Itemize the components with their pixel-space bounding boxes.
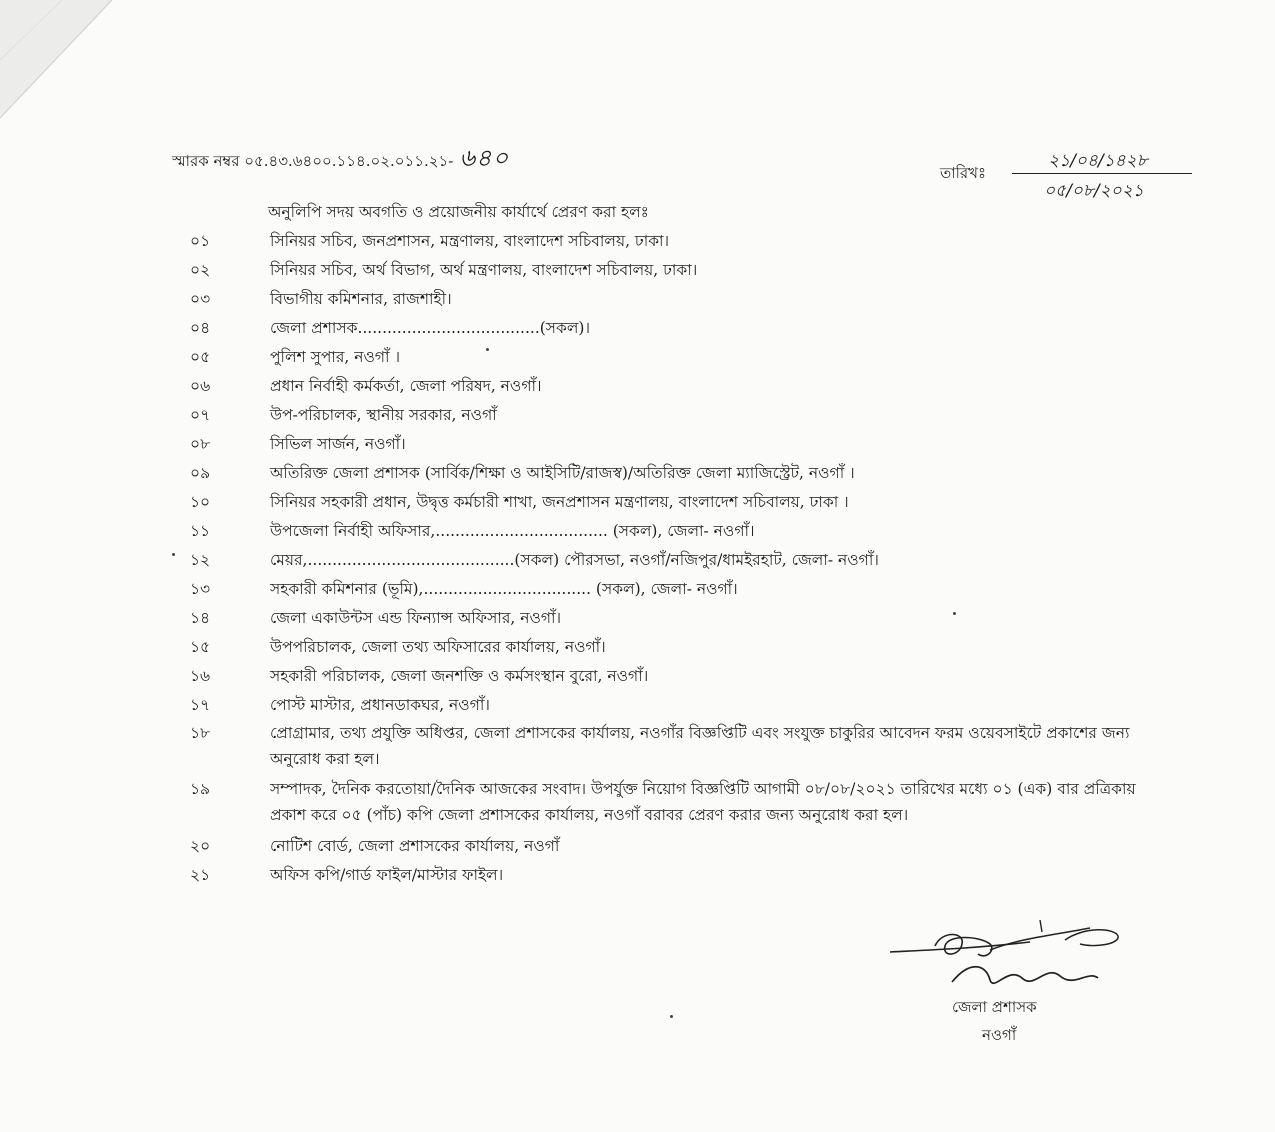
bangla-date: ২১/০৪/১৪২৮ — [1048, 151, 1148, 171]
item-text: সিনিয়র সচিব, জনপ্রশাসন, মন্ত্রণালয়, বাংলাদেশ সচিবালয়, ঢাকা। — [270, 232, 670, 250]
list-item — [180, 227, 1160, 256]
item-number: ১৬ — [190, 667, 211, 685]
item-number: ১৭ — [190, 696, 211, 714]
scan-speck — [953, 612, 956, 615]
item-number: ০২ — [190, 261, 211, 279]
item-number: ২১ — [190, 866, 211, 884]
date-block — [940, 148, 1200, 200]
item-number: ০৩ — [190, 290, 211, 308]
item-text: পুলিশ সুপার, নওগাঁ । — [270, 348, 401, 366]
item-number: ১২ — [190, 551, 211, 569]
signatory-title: জেলা প্রশাসক — [952, 998, 1037, 1016]
item-text: সহকারী পরিচালক, জেলা জনশক্তি ও কর্মসংস্থান বুরো, নওগাঁ। — [270, 667, 649, 685]
item-text: প্রধান নির্বাহী কর্মকর্তা, জেলা পরিষদ, নওগাঁ। — [270, 377, 542, 395]
list-item — [180, 720, 1160, 776]
copy-intro: অনুলিপি সদয় অবগতি ও প্রয়োজনীয় কার্যার্থে প্রেরণ করা হলঃ — [268, 203, 649, 221]
memo-number — [172, 140, 509, 180]
item-number: ০৬ — [190, 377, 211, 395]
memo-label: স্মারক নম্বর ০৫.৪৩.৬৪০০.১১৪.০২.০১১.২১- — [172, 152, 454, 170]
list-item — [180, 256, 1160, 285]
item-number: ২০ — [190, 837, 211, 855]
list-item — [180, 861, 1160, 890]
list-item — [180, 343, 1160, 372]
list-item — [180, 575, 1160, 604]
list-item — [180, 430, 1160, 459]
item-number: ১৩ — [190, 580, 211, 598]
scan-speck — [486, 348, 489, 351]
list-item — [180, 691, 1160, 720]
list-item — [180, 776, 1160, 832]
item-text: উপজেলা নির্বাহী অফিসার,................................... (সকল), জেলা- নওগাঁ। — [270, 522, 755, 540]
item-text: উপ-পরিচালক, স্থানীয় সরকার, নওগাঁ — [270, 406, 497, 424]
handwritten-signature — [890, 920, 1130, 996]
list-item — [180, 459, 1160, 488]
english-date: ০৫/০৮/২০২১ — [1044, 181, 1144, 201]
list-item — [180, 633, 1160, 662]
list-item — [180, 662, 1160, 691]
item-number: ০৪ — [190, 319, 211, 337]
item-number: ১৮ — [190, 724, 211, 742]
item-text: অতিরিক্ত জেলা প্রশাসক (সার্বিক/শিক্ষা ও আইসিটি/রাজস্ব)/অতিরিক্ত জেলা ম্যাজিস্ট্রেট, নওগাঁ । — [270, 464, 855, 482]
item-text: পোস্ট মাস্টার, প্রধানডাকঘর, নওগাঁ। — [270, 696, 490, 714]
list-item — [180, 517, 1160, 546]
item-text: সিভিল সার্জন, নওগাঁ। — [270, 435, 406, 453]
item-number: ০৮ — [190, 435, 211, 453]
item-text: নোটিশ বোর্ড, জেলা প্রশাসকের কার্যালয়, নওগাঁ — [270, 837, 560, 855]
scan-speck — [172, 553, 175, 556]
signatory-place: নওগাঁ — [982, 1026, 1017, 1044]
item-text: প্রোগ্রামার, তথ্য প্রযুক্তি অধিপ্তর, জেলা প্রশাসকের কার্যালয়, নওগাঁর বিজ্ঞপ্তিটি এবং সংযুক্ত চাকুরির আবেদন ফরম ওয়েবসাইটে প্রকাশের জন্য অনুরোধ করা হল। — [270, 724, 1130, 768]
list-item — [180, 372, 1160, 401]
signature-block — [890, 920, 1130, 1050]
date-label: তারিখঃ — [940, 164, 986, 182]
scan-edge — [0, 0, 170, 140]
item-text: সিনিয়র সহকারী প্রধান, উদ্বৃত্ত কর্মচারী শাখা, জনপ্রশাসন মন্ত্রণালয়, বাংলাদেশ সচিবালয়, ঢাকা । — [270, 493, 849, 511]
item-number: ০৭ — [190, 406, 211, 424]
item-number: ১১ — [190, 522, 211, 540]
item-text: সহকারী কমিশনার (ভূমি),.................................. (সকল), জেলা- নওগাঁ। — [270, 580, 738, 598]
list-item — [180, 285, 1160, 314]
item-number: ১৪ — [190, 609, 211, 627]
item-text: জেলা প্রশাসক.....................................(সকল)। — [270, 319, 591, 337]
scan-speck — [670, 1015, 673, 1018]
item-number: ১৫ — [190, 638, 211, 656]
item-text: বিভাগীয় কমিশনার, রাজশাহী। — [270, 290, 452, 308]
item-text: জেলা একাউন্টস এন্ড ফিন্যান্স অফিসার, নওগাঁ। — [270, 609, 562, 627]
item-text: সিনিয়র সচিব, অর্থ বিভাগ, অর্থ মন্ত্রণালয়, বাংলাদেশ সচিবালয়, ঢাকা। — [270, 261, 698, 279]
recipient-list — [180, 227, 1160, 890]
item-text: মেয়র,..........................................(সকল) পৌরসভা, নওগাঁ/নজিপুর/ধামইরহাট, জেলা- নওগাঁ। — [270, 551, 879, 569]
item-text: উপপরিচালক, জেলা তথ্য অফিসারের কার্যালয়, নওগাঁ। — [270, 638, 606, 656]
item-number: ১৯ — [190, 780, 211, 798]
list-item — [180, 604, 1160, 633]
memo-handwritten-number: ৬৪০ — [459, 144, 510, 172]
list-item — [180, 314, 1160, 343]
item-text: সম্পাদক, দৈনিক করতোয়া/দৈনিক আজকের সংবাদ। উপর্যুক্ত নিয়োগ বিজ্ঞপ্তিটি আগামী ০৮/০৮/২০২১ তারিখের মধ্যে ০১ (এক) বার প্রত্রিকায় প্রকাশ করে ০৫ (পাঁচ) কপি জেলা প্রশাসকের কার্যালয়, নওগাঁ বরাবর প্রেরণ করার জন্য অনুরোধ করা হল। — [270, 780, 1136, 824]
date-divider — [1012, 173, 1192, 174]
list-item — [180, 546, 1160, 575]
item-number: ১০ — [190, 493, 211, 511]
list-item — [180, 488, 1160, 517]
item-number: ০১ — [190, 232, 211, 250]
list-item — [180, 401, 1160, 430]
item-number: ০৯ — [190, 464, 211, 482]
list-item — [180, 832, 1160, 861]
item-number: ০৫ — [190, 348, 211, 366]
item-text: অফিস কপি/গার্ড ফাইল/মাস্টার ফাইল। — [270, 866, 504, 884]
